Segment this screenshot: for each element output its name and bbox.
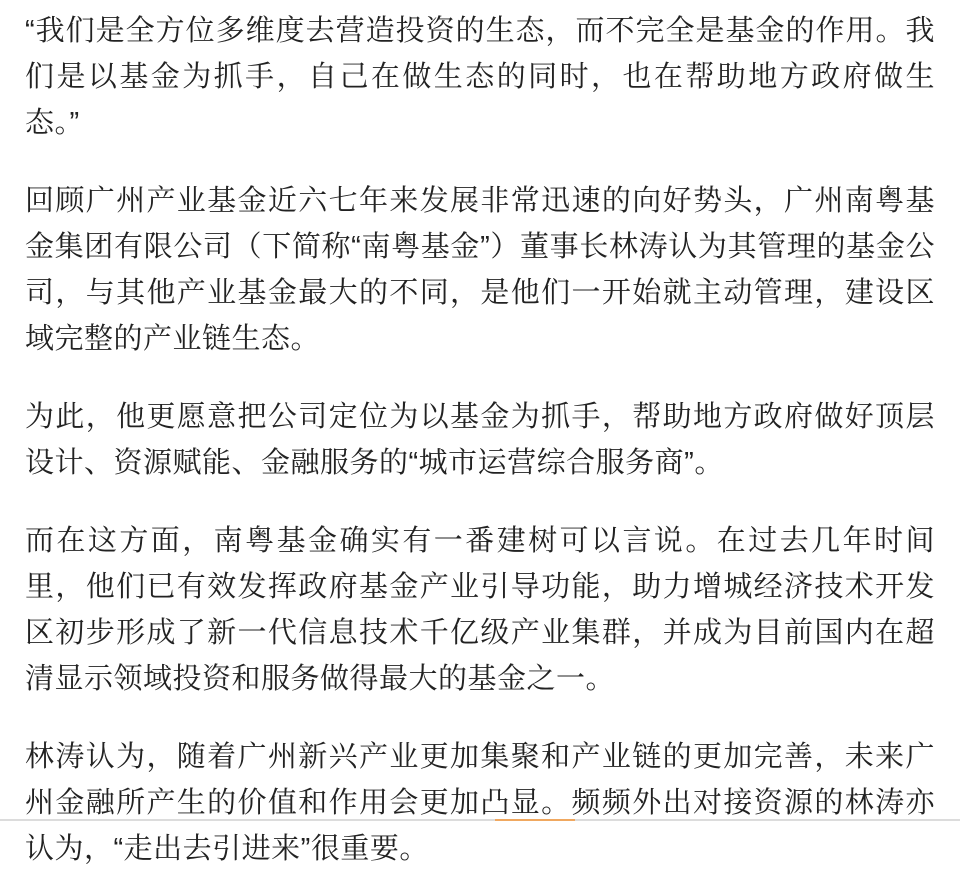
article-paragraph: 而在这方面，南粤基金确实有一番建树可以言说。在过去几年时间里，他们已有效发挥政府基金产业引导功能，助力增城经济技术开发区初步形成了新一代信息技术千亿级产业集群，并成为目前国内在超清显示领域投资和服务做得最大的基金之一。 bbox=[25, 525, 935, 695]
article-paragraph: “我们是全方位多维度去营造投资的生态，而不完全是基金的作用。我们是以基金为抓手，自己在做生态的同时，也在帮助地方政府做生态。” bbox=[25, 15, 935, 139]
article-paragraph: 为此，他更愿意把公司定位为以基金为抓手，帮助地方政府做好顶层设计、资源赋能、金融服务的“城市运营综合服务商”。 bbox=[25, 401, 935, 479]
bottom-divider-accent bbox=[495, 819, 575, 821]
article-paragraph: 回顾广州产业基金近六七年来发展非常迅速的向好势头，广州南粤基金集团有限公司（下简称“南粤基金”）董事长林涛认为其管理的基金公司，与其他产业基金最大的不同，是他们一开始就主动管理，建设区域完整的产业链生态。 bbox=[25, 185, 935, 355]
article-paragraph: 林涛认为，随着广州新兴产业更加集聚和产业链的更加完善，未来广州金融所产生的价值和作用会更加凸显。频频外出对接资源的林涛亦认为，“走出去引进来”很重要。 bbox=[25, 741, 935, 865]
bottom-divider bbox=[0, 819, 960, 821]
